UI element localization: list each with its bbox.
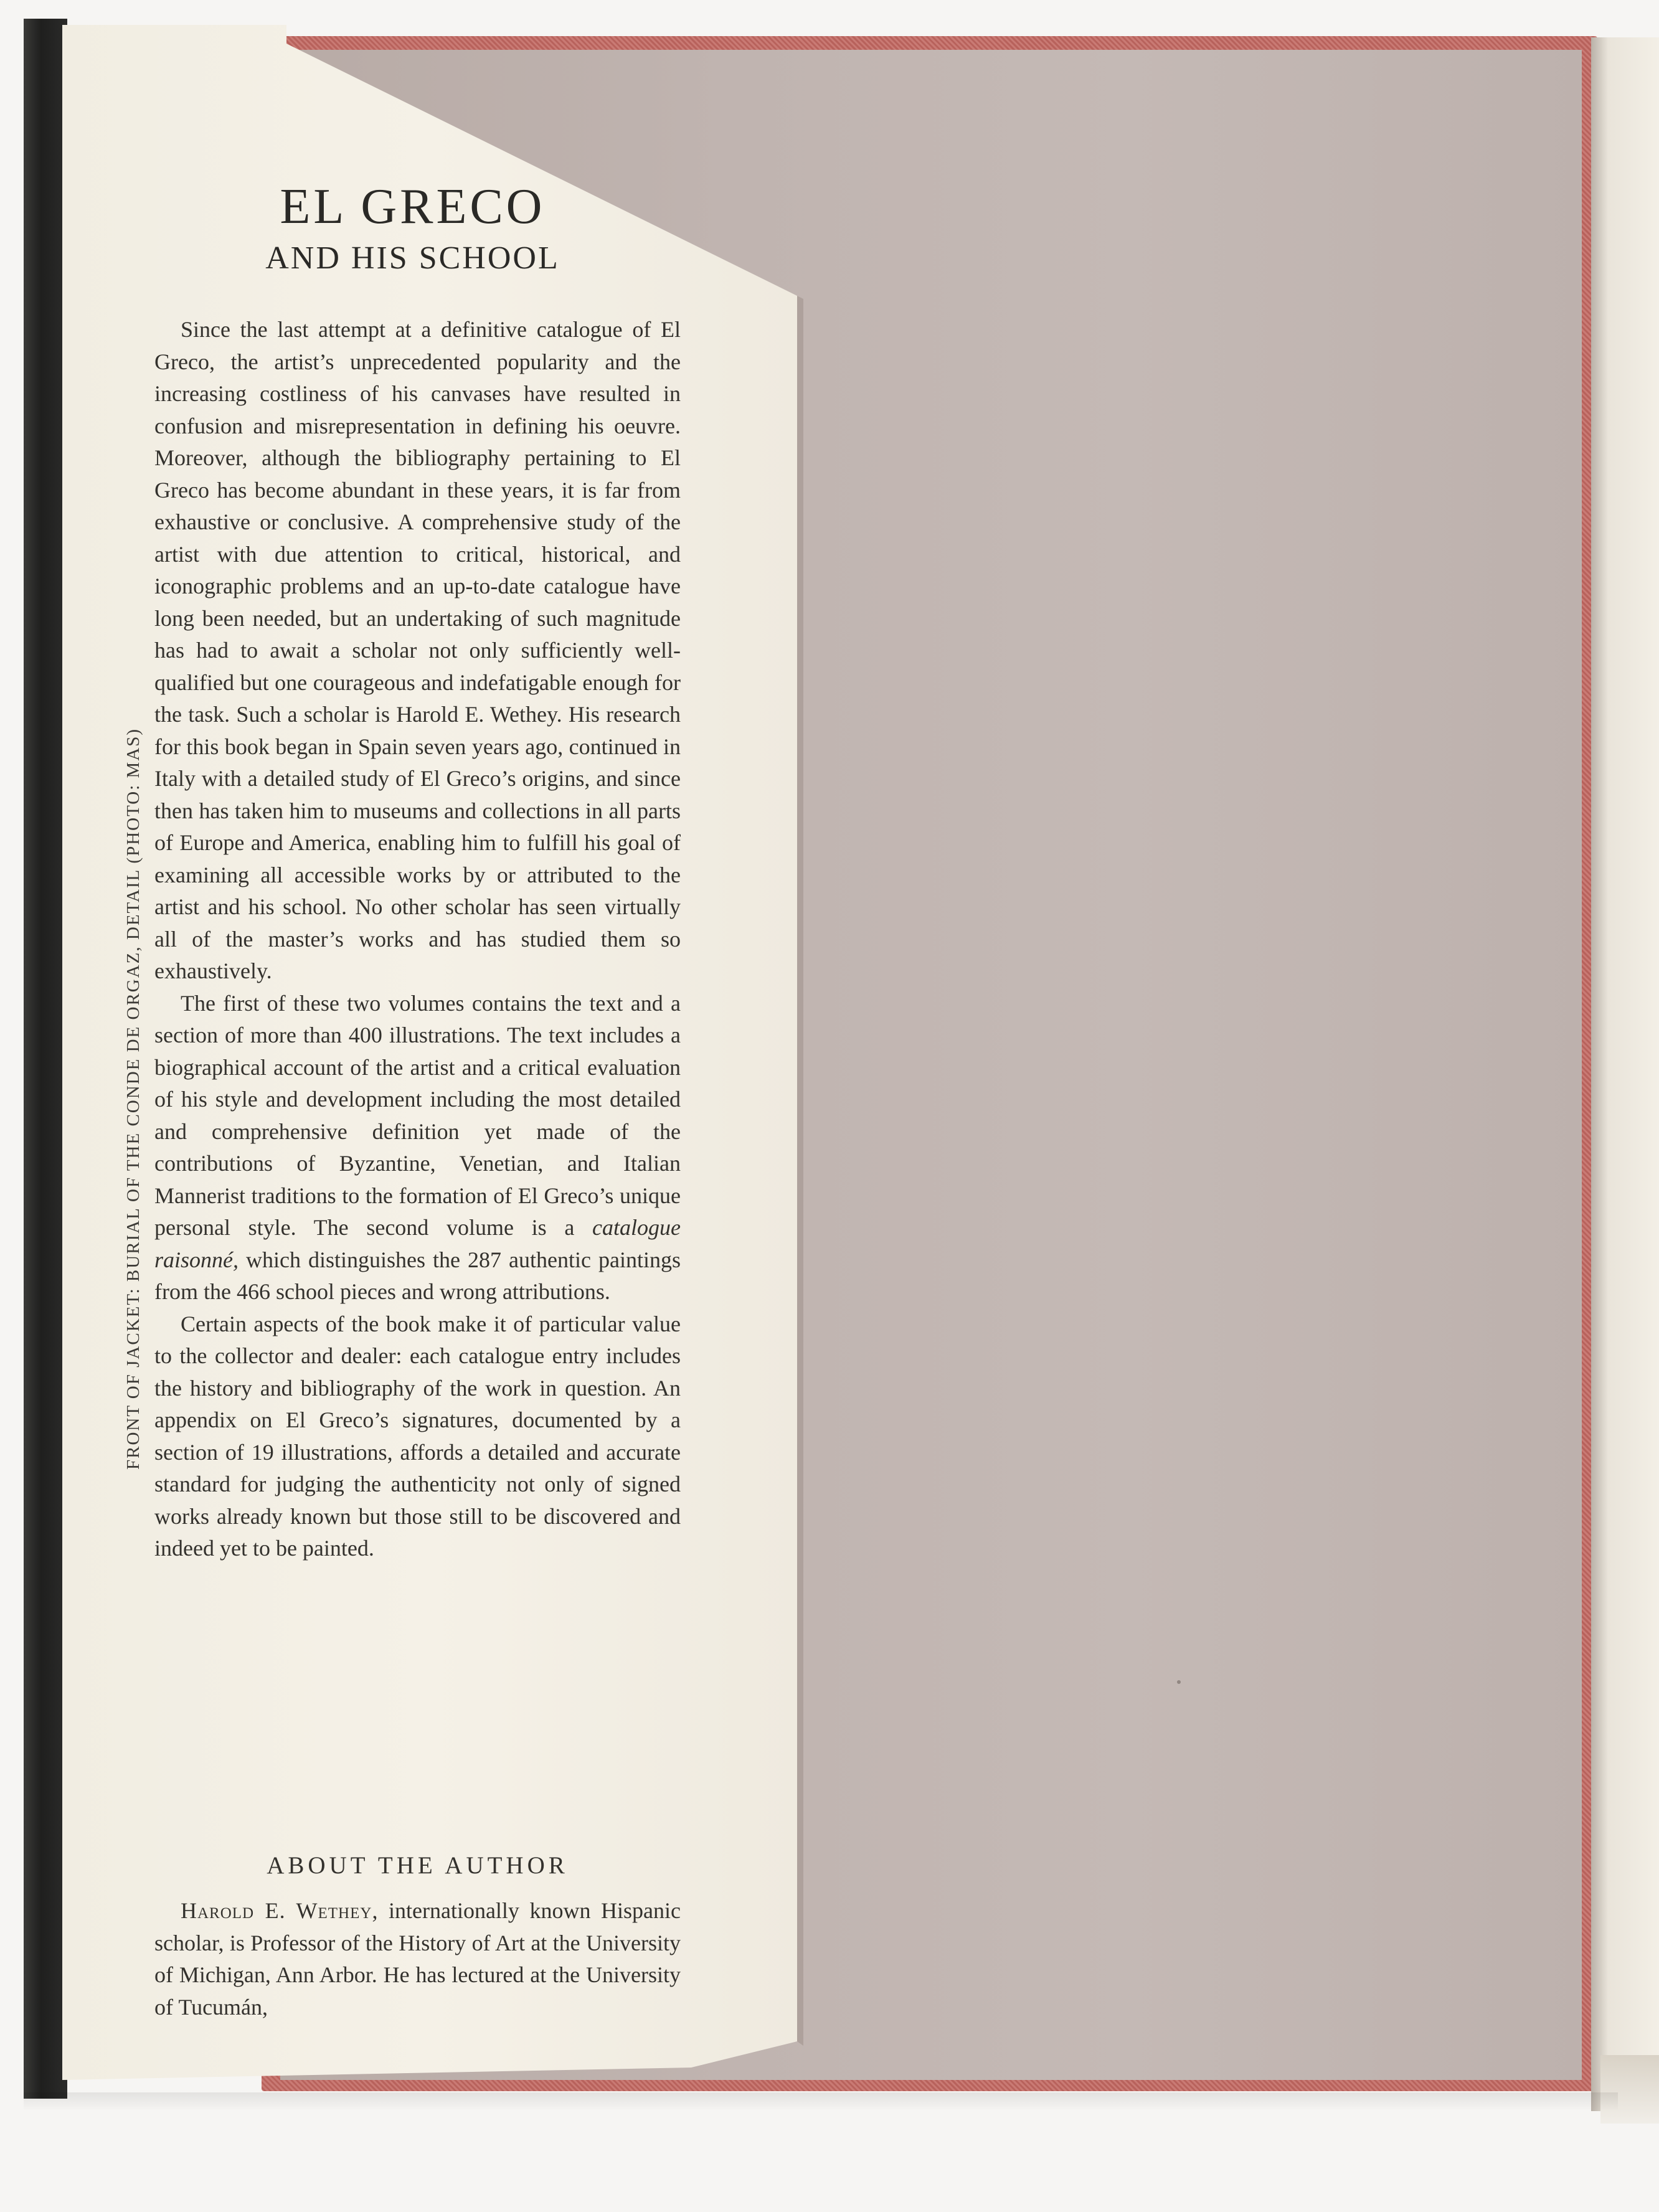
paragraph-volumes-start: The first of these two volumes contains the text and a section of more than 400 illustrations. The text includes a biographical account of the artist and a critical evaluation of his style and development including the most detailed and comprehensive definition yet made of the contributions of Byzantine, Venetian, and Italian Mannerist traditions to the formation of El Greco’s unique personal style. The second volume is a <box>154 990 681 1240</box>
jacket-back-flap-edge <box>1591 37 1659 2111</box>
author-name: Harold E. Wethey, <box>181 1898 379 1923</box>
flap-description <box>154 314 681 1565</box>
paragraph-intro: Since the last attempt at a definitive catalogue of El Greco, the artist’s unprecedented popularity and the increasing costliness of his canvases have resulted in confusion and misrepresentation in defining his oeuvre. Moreover, although the bibliography pertaining to El Greco has become abundant in these years, it is far from exhaustive or conclusive. A comprehensive study of the artist with due attention to critical, historical, and iconographic problems and an up-to-date catalogue have long been needed, but an undertaking of such magnitude has had to await a scholar not only sufficiently well-qualified but one courageous and indefatigable enough for the task. Such a scholar is Harold E. Wethey. His research for this book began in Spain seven years ago, continued in Italy with a detailed study of El Greco’s origins, and since then has taken him to museums and collections in all parts of Europe and America, enabling him to fulfill his goal of examining all accessible works by or attributed to the artist and his school. No other scholar has seen virtually all of the master’s works and has studied them so exhaustively. <box>154 317 681 983</box>
paragraph-volumes <box>154 988 681 1308</box>
bottom-shadow <box>24 2092 1618 2111</box>
about-author-paragraph <box>154 1895 681 2023</box>
jacket-photo-credit: FRONT OF JACKET: BURIAL OF THE CONDE DE ORGAZ, DETAIL (PHOTO: MAS) <box>123 727 143 1470</box>
flap-title: EL GRECO <box>280 179 546 234</box>
jacket-spine <box>24 19 67 2099</box>
endpaper-speck <box>1177 1680 1181 1684</box>
flap-subtitle: AND HIS SCHOOL <box>265 240 560 276</box>
about-author-heading: ABOUT THE AUTHOR <box>267 1852 569 1879</box>
paragraph-value: Certain aspects of the book make it of particular value to the collector and dealer: each catalogue entry includes the history and bibliography of the work in question. An appendix on El Greco’s signatures, documented by a section of 19 illustrations, affords a detailed and accurate standard for judging the authenticity not only of signed works already known but those still to be discovered and indeed yet to be painted. <box>154 1311 681 1561</box>
paragraph-volumes-end: which distinguishes the 287 authentic paintings from the 466 school pieces and wrong attributions. <box>154 1247 681 1304</box>
about-author-text <box>154 1895 681 2023</box>
author-bio: internationally known Hispanic scholar, is Professor of the History of Art at the University of Michigan, Ann Arbor. He has lectured at the University of Tucumán, <box>154 1898 681 2020</box>
catalogue-raisonne-term: catalogue raisonné, <box>154 1215 681 1272</box>
jacket-edge-shadow <box>1600 2055 1659 2124</box>
